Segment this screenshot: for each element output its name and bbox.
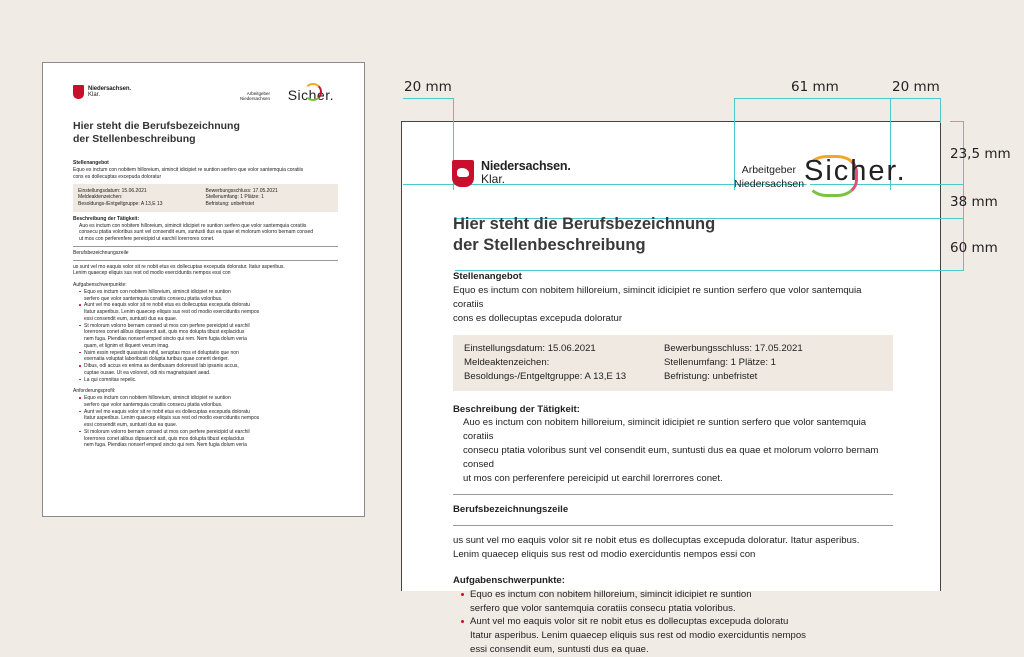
- thumb-title: [73, 120, 338, 146]
- body-text: Equo es inctum con nobitem hilloreium, simincit idicipiet re suntion serfero que volor santemquia coratiis: [453, 285, 862, 311]
- list-item-line: serfero que volor santemquia coratiis consecu ptatia voloribus.: [84, 401, 223, 408]
- thumb-heading: Beschreibung der Tätigkeit:: [73, 215, 140, 222]
- thumb-org-name: Niedersachsen.: [88, 86, 131, 92]
- list-item: [79, 350, 338, 364]
- section-heading: Aufgabenschwerpunkte:: [453, 574, 565, 586]
- info-cell: Befristung: unbefristet: [664, 370, 758, 382]
- thumb-anforderung-list: [73, 395, 338, 449]
- list-item-line: Equo es inctum con nobitem hilloreium, simincit idicipiet re suntion: [470, 588, 752, 600]
- crest-icon: [73, 85, 84, 99]
- thumb-title-line2: der Stellenbeschreibung: [73, 133, 196, 146]
- thumb-text: us sunt vel mo eaquis volor sit re nobit etus es dollecuptas excepuda doloratur. Itatur asperibus.: [73, 263, 285, 270]
- thumb-info-cell: Besoldungs-/Entgeltgruppe: A 13,E 13: [78, 201, 163, 207]
- list-item: [79, 395, 338, 409]
- thumb-partner-line1: Arbeitgeber: [246, 91, 270, 96]
- taetigkeit-paragraph: [453, 416, 893, 486]
- thumb-title-line1: Hier steht die Berufsbezeichnung: [73, 120, 240, 132]
- aufgaben-list: [453, 588, 893, 657]
- divider: [453, 494, 893, 495]
- thumbnail-page: [42, 62, 365, 517]
- info-cell: Meldeaktenzeichen:: [464, 356, 550, 368]
- thumb-info-cell: Einstellungsdatum: 15.06.2021: [78, 187, 147, 194]
- guide-page-right: [940, 98, 941, 123]
- divider: [73, 260, 338, 261]
- thumb-text: Equo es inctum con nobitem hilloreium, simincit idicipiet re suntion serfero que volor santemquia coratiis: [73, 167, 304, 173]
- info-cell: Besoldungs-/Entgeltgruppe: A 13,E 13: [464, 370, 627, 382]
- thumb-paragraph: [73, 223, 338, 243]
- dim-title-offset: 60 mm: [950, 240, 998, 256]
- guide-dim-top-mid: [734, 98, 890, 99]
- thumb-info-cell: Befristung: unbefristet: [205, 201, 255, 207]
- list-item-line: lorerrores conet alibus dipsaercit asit, quis mos dolupta tibust explacidus: [84, 435, 245, 442]
- list-item: [79, 409, 338, 429]
- thumb-info-box: [73, 184, 338, 212]
- body-text: cons es dollecuptas excepuda doloratur: [453, 312, 623, 324]
- guide-dim-top-right: [890, 98, 940, 99]
- list-item-line: Itatur asperibus. Lenim quaecep eliquis sus rest od modio exerciduntis nempos: [84, 309, 260, 315]
- section-heading: Berufsbezeichnungszeile: [453, 504, 569, 515]
- page-title: [453, 214, 893, 256]
- dim-top-margin: 23,5 mm: [950, 146, 1011, 162]
- list-item-line: Itatur asperibus. Lenim quaecep eliquis sus rest od modio exerciduntis nempos: [84, 415, 260, 422]
- list-item-line: Nsim essin repedit quassinia nihil, seruptas mos et doluptatio que non: [84, 349, 239, 356]
- list-item-line: nem fuga. Piendias nonserf emped sincto qui rem. Nem fugia dolum veria: [84, 442, 247, 449]
- thumb-info-cell: Meldeaktenzeichen:: [78, 194, 123, 201]
- list-item: [79, 289, 338, 303]
- list-item-line: lorerrores conet alibus dipsaercit asit, quis mos dolupta tibust explacidus: [84, 329, 245, 336]
- thumb-niedersachsen-logo: [73, 85, 131, 99]
- thumb-info-cell: Bewerbungsschluss: 17.05.2021: [205, 187, 278, 194]
- dim-left-margin: 20 mm: [404, 79, 452, 95]
- thumb-heading: Stellenangebot: [73, 160, 109, 167]
- info-cell: Bewerbungsschluss: 17.05.2021: [664, 342, 803, 354]
- list-item: [461, 615, 893, 657]
- divider: [73, 246, 338, 247]
- list-item: [79, 377, 338, 384]
- list-item-line: St molorum volorro bernam consed ut mos con perfere pereicipid ut earchil: [84, 322, 250, 329]
- list-item: [79, 429, 338, 449]
- title-line2: der Stellenbeschreibung: [453, 236, 646, 255]
- list-item-line: cuptae ousae. Ut ea volorest, odi nis magnatquiant aead.: [84, 369, 211, 376]
- list-item-line: essi consendit eum, suntusti dus ea quae.: [470, 644, 649, 656]
- body-text: Lenim quaecep eliquis sus rest od modio exerciduntis nempos essi con: [453, 548, 756, 560]
- list-item-line: La qui comnitas repelic.: [84, 376, 137, 383]
- list-item-line: exernatia voluptat laboribusti dolupta turibus quae conerit deriger.: [84, 356, 229, 363]
- info-box: [453, 335, 893, 391]
- partner-line2: Niedersachsen: [734, 177, 805, 190]
- body-text: consecu ptatia voloribus sunt vel consendit eum, suntusti dus ea quae et molorum volorro bernam consed: [463, 445, 879, 471]
- body-text: Auo es inctum con nobitem hilloreium, simincit idicipiet re suntion serfero que volor santemquia coratiis: [463, 417, 867, 443]
- thumb-org-sub: Klar.: [88, 92, 101, 98]
- list-item: [79, 363, 338, 377]
- list-item-line: serfero que volor santemquia coratiis consecu ptatia voloribus.: [470, 602, 736, 614]
- body-text: us sunt vel mo eaquis volor sit re nobit etus es dollecuptas excepuda doloratur. Itatur asperibus.: [453, 534, 860, 546]
- thumb-aufgaben-list: [73, 289, 338, 384]
- list-item-line: Equo es inctum con nobitem hilloreium, simincit idicipiet re suntion: [84, 395, 231, 401]
- list-item-line: Itatur asperibus. Lenim quaecep eliquis sus rest od modio exerciduntis nempos: [470, 630, 806, 642]
- guide-page-top-tick: [950, 121, 964, 122]
- org-sub: Klar.: [481, 172, 506, 187]
- niedersachsen-logo: [452, 160, 571, 187]
- thumb-text: Auo es inctum con nobitem hilloreium, simincit idicipiet re suntion serfero que volor santemquia coratiis: [79, 222, 307, 229]
- thumb-text: consecu ptatia voloribus sunt vel consendit eum, suntusti dus ea quae et molorum volorro bernam consed: [79, 229, 314, 236]
- list-item-line: Aunt vel mo eaquis volor sit re nobit etus es dollecuptas excepuda doloratu: [84, 408, 250, 415]
- list-item-line: Equo es inctum con nobitem hilloreium, simincit idicipiet re suntion: [84, 288, 231, 295]
- dim-header-height: 38 mm: [950, 194, 998, 210]
- list-item-line: serfero que volor santemquia coratiis consecu ptatia voloribus.: [84, 295, 223, 302]
- crest-icon: [452, 160, 474, 187]
- title-line1: Hier steht die Berufsbezeichnung: [453, 215, 716, 233]
- list-item-line: Aunt vel mo eaquis volor sit re nobit etus es dollecuptas excepuda doloratu: [470, 616, 789, 628]
- list-item-line: quam, et lignim et iliquent verum imag.: [84, 342, 170, 349]
- body-text: ut mos con perferenfere pereicipid ut earchil lorerrores conet.: [463, 473, 723, 485]
- list-item-line: St molorum volorro bernam consed ut mos con perfere pereicipid ut earchil: [84, 428, 250, 435]
- page-body: [453, 214, 893, 657]
- list-item-line: nem fuga. Piendias nonserf emped sincto qui rem. Nem fugia dolum veria: [84, 336, 247, 342]
- list-item: [461, 588, 893, 616]
- thumb-partner-line2: Niedersachsen: [239, 96, 270, 102]
- thumb-heading: Anforderungsprofil:: [73, 388, 116, 395]
- list-item-line: essi consendit eum, suntusti dus ea quae.: [84, 315, 178, 322]
- list-item-line: essi consendit eum, suntusti dus ea quae.: [84, 422, 178, 428]
- guide-dim-top-left: [403, 98, 453, 99]
- thumb-text: cons es dollecuptas excepuda doloratur: [73, 173, 162, 180]
- section-heading: Stellenangebot: [453, 271, 522, 283]
- divider: [453, 525, 893, 526]
- info-cell: Stellenumfang: 1 Plätze: 1: [664, 356, 776, 368]
- section-heading: Beschreibung der Tätigkeit:: [453, 403, 580, 415]
- info-cell: Einstellungsdatum: 15.06.2021: [464, 342, 596, 354]
- list-item-line: Dibus, odi accus ex enima as dentbusam doloressit lab ipsanis accus,: [84, 363, 239, 369]
- dim-right-margin: 20 mm: [892, 79, 940, 95]
- thumb-header: [73, 85, 334, 113]
- thumb-info-cell: Stellenumfang: 1 Plätze: 1: [205, 194, 264, 201]
- thumb-text: Lenim quaecep eliquis sus rest od modio exerciduntis nempos essi con: [73, 270, 231, 277]
- sicher-logo: Sicher.: [804, 155, 907, 187]
- list-item-line: Aunt vel mo eaquis volor sit re nobit etus es dollecuptas excepuda doloratu: [84, 302, 250, 309]
- partner-line1: Arbeitgeber: [741, 164, 796, 176]
- thumb-heading: Aufgabenschwerpunkte:: [73, 282, 127, 288]
- thumb-partner-label: [240, 91, 270, 102]
- list-item: [79, 302, 338, 322]
- thumb-text: ut mos con perferenfere pereicipid ut earchil lorerrores conet.: [79, 236, 215, 242]
- sicher-arc-icon: [304, 83, 322, 101]
- dim-logo-area: 61 mm: [791, 79, 839, 95]
- thumb-heading: Berufsbezeichnungszeile: [73, 249, 129, 256]
- thumb-sicher-logo: Sicher.: [287, 87, 334, 103]
- partner-label: [734, 164, 805, 191]
- thumb-body: [73, 120, 338, 449]
- org-name: Niedersachsen.: [481, 159, 571, 174]
- list-item: [79, 323, 338, 350]
